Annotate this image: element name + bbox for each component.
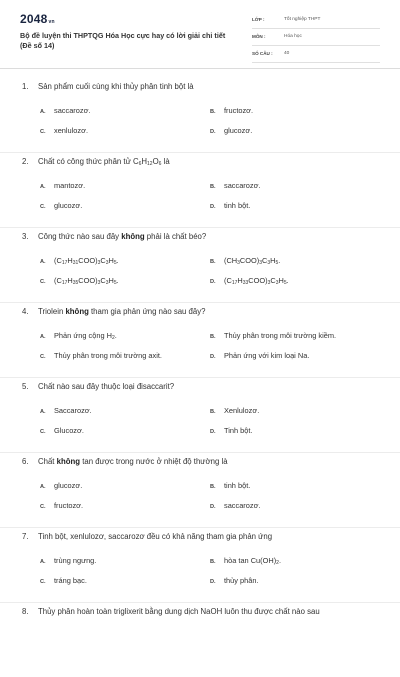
- option-letter: D.: [210, 579, 216, 585]
- meta-row-grade: [252, 14, 380, 29]
- option-letter: C.: [40, 579, 46, 585]
- option-letter: B.: [210, 334, 216, 340]
- option-letter: A.: [40, 109, 46, 115]
- option-text: tinh bột.: [224, 481, 251, 490]
- answer-option-b[interactable]: [210, 106, 253, 115]
- option-text: fructozơ.: [224, 106, 254, 115]
- question-list: [0, 78, 400, 677]
- meta-value: 40: [284, 51, 290, 56]
- option-letter: C.: [40, 204, 46, 210]
- option-formula: $(C_{17}H_{31}COO)_3C_3H_5$.: [54, 256, 119, 266]
- answer-option-b[interactable]: [210, 331, 336, 340]
- option-letter: B.: [210, 559, 216, 565]
- option-letter: D.: [210, 429, 216, 435]
- emphasis-not: không: [56, 457, 81, 466]
- question-stem: Chất nào sau đây thuộc loại đisaccarit?: [38, 382, 175, 391]
- question-text: [22, 607, 320, 616]
- answer-option-b[interactable]: B. hòa $\tan Cu(OH)_2$.: [210, 556, 282, 566]
- answer-option-d[interactable]: [210, 501, 260, 510]
- question-3: [0, 228, 400, 303]
- option-text: saccarozơ.: [54, 106, 91, 115]
- meta-row-count: [252, 48, 380, 63]
- question-stem-end: tham gia phản ứng nào sau đây?: [88, 307, 206, 316]
- answer-option-d[interactable]: [210, 201, 250, 210]
- meta-label: SỐ CÂU :: [252, 51, 273, 56]
- option-text: Xenlulozơ.: [224, 406, 260, 415]
- option-text: thủy phân.: [224, 576, 259, 585]
- question-text: [22, 232, 206, 241]
- site-logo[interactable]: [20, 12, 55, 26]
- answer-option-a[interactable]: [40, 256, 119, 265]
- option-text: glucozơ.: [54, 201, 83, 210]
- answer-option-a[interactable]: [40, 181, 85, 190]
- option-text: xenlulozơ.: [54, 126, 89, 135]
- option-text: mantozơ.: [54, 181, 86, 190]
- answer-option-d[interactable]: [210, 351, 309, 360]
- answer-option-c[interactable]: [40, 201, 82, 210]
- question-stem: Tinh bột, xenlulozơ, saccarozơ đều có khả năng tham gia phản ứng: [38, 532, 273, 541]
- option-text: Thủy phân trong môi trường axit.: [54, 351, 162, 360]
- logo-suffix: vn: [48, 19, 55, 25]
- header-divider: [0, 68, 400, 69]
- option-formula: $(C_{17}H_{35}COO)_3C_3H_5$.: [54, 276, 119, 286]
- answer-option-d[interactable]: [210, 276, 289, 285]
- option-letter: B.: [210, 109, 216, 115]
- answer-option-b[interactable]: [210, 256, 280, 265]
- question-1: [0, 78, 400, 153]
- answer-option-d[interactable]: [210, 576, 259, 585]
- answer-option-c[interactable]: [40, 276, 119, 285]
- option-letter: B.: [210, 184, 216, 190]
- question-stem-end: là: [161, 157, 170, 166]
- question-text: [22, 307, 205, 316]
- option-text: tráng bạc.: [54, 576, 87, 585]
- meta-label: MÔN :: [252, 34, 266, 39]
- option-letter: A.: [40, 259, 46, 265]
- logo-text: 2048: [20, 12, 48, 26]
- option-formula: $(C_{17}H_{33}COO)_3C_3H_5$.: [224, 276, 289, 286]
- answer-option-b[interactable]: [210, 406, 259, 415]
- option-letter: C.: [40, 354, 46, 360]
- meta-label: LỚP :: [252, 17, 265, 22]
- option-text: Glucozơ.: [54, 426, 84, 435]
- question-number: 3.: [22, 232, 29, 241]
- option-letter: B.: [210, 484, 216, 490]
- option-letter: D.: [210, 504, 216, 510]
- option-text: hòa tan Cu(OH): [224, 556, 277, 565]
- answer-option-c[interactable]: [40, 351, 162, 360]
- question-number: 8.: [22, 607, 29, 616]
- answer-option-c[interactable]: [40, 501, 83, 510]
- option-letter: C.: [40, 129, 46, 135]
- option-text: Phản ứng với kim loại Na.: [224, 351, 310, 360]
- option-text: Thủy phân trong môi trường kiềm.: [224, 331, 337, 340]
- option-letter: D.: [210, 129, 216, 135]
- option-letter: C.: [40, 279, 46, 285]
- question-8: [0, 603, 400, 677]
- option-text: glucozơ.: [224, 126, 253, 135]
- question-number: 6.: [22, 457, 29, 466]
- question-stem: Triolein: [38, 307, 66, 316]
- question-stem: Thủy phân hoàn toàn triglixerit bằng dung dịch NaOH luôn thu được chất nào sau: [38, 607, 320, 616]
- option-letter: D.: [210, 354, 216, 360]
- option-text: Saccarozơ.: [54, 406, 92, 415]
- answer-option-c[interactable]: [40, 126, 88, 135]
- option-letter: A.: [40, 484, 46, 490]
- question-text: [22, 82, 194, 91]
- answer-option-a[interactable]: [40, 481, 82, 490]
- question-stem: Sản phẩm cuối cùng khi thủy phân tinh bột là: [38, 82, 194, 91]
- question-text: [22, 382, 174, 391]
- answer-option-a[interactable]: [40, 406, 92, 415]
- question-2: [0, 153, 400, 228]
- option-letter: C.: [40, 429, 46, 435]
- answer-option-a[interactable]: [40, 556, 96, 565]
- answer-option-d[interactable]: [210, 126, 252, 135]
- emphasis-not: không: [65, 307, 89, 316]
- page-header: [0, 0, 400, 70]
- question-stem: Chất: [38, 457, 57, 466]
- question-text: [22, 457, 228, 466]
- question-stem-end: phải là chất béo?: [144, 232, 207, 241]
- answer-option-a[interactable]: [40, 106, 90, 115]
- option-letter: D.: [210, 279, 216, 285]
- option-letter: B.: [210, 409, 216, 415]
- question-text: 2. Chất có công thức phân tử $C_6H_{12}O_6$ là: [22, 157, 170, 167]
- option-formula: $(CH_3COO)_3C_3H_5$.: [224, 256, 281, 266]
- answer-option-c[interactable]: [40, 426, 84, 435]
- option-text: tinh bột.: [224, 201, 251, 210]
- option-text: glucozơ.: [54, 481, 83, 490]
- answer-option-b[interactable]: [210, 181, 260, 190]
- meta-value: Tốt nghiệp THPT: [284, 17, 321, 22]
- exam-meta: [252, 14, 380, 65]
- option-letter: A.: [40, 184, 46, 190]
- question-number: 4.: [22, 307, 29, 316]
- option-text: saccarozơ.: [224, 501, 261, 510]
- meta-value: Hóa học: [284, 34, 302, 39]
- question-number: 2.: [22, 157, 29, 166]
- option-letter: A.: [40, 559, 46, 565]
- question-4: [0, 303, 400, 378]
- exam-title: Bộ đề luyện thi THPTQG Hóa Học cực hay có lời giải chi tiết (Đề số 14): [20, 31, 226, 50]
- answer-option-c[interactable]: [40, 576, 87, 585]
- question-number: 7.: [22, 532, 29, 541]
- option-letter: B.: [210, 259, 216, 265]
- question-7: [0, 528, 400, 603]
- option-text: Phản ứng cộng H: [54, 331, 112, 340]
- option-letter: A.: [40, 409, 46, 415]
- option-letter: A.: [40, 334, 46, 340]
- option-text: Tinh bột.: [224, 426, 253, 435]
- option-letter: C.: [40, 504, 46, 510]
- option-text: saccarozơ.: [224, 181, 261, 190]
- question-6: [0, 453, 400, 528]
- question-stem-end: tan được trong nước ở nhiệt độ thường là: [80, 457, 228, 466]
- answer-option-a[interactable]: A. Phản ứng cộng $H_2$.: [40, 331, 117, 341]
- option-text: trùng ngưng.: [54, 556, 97, 565]
- meta-row-subject: [252, 31, 380, 46]
- question-stem: Chất có công thức phân tử C: [38, 157, 139, 166]
- question-number: 1.: [22, 82, 29, 91]
- question-stem: Công thức nào sau đây: [38, 232, 122, 241]
- option-letter: D.: [210, 204, 216, 210]
- question-5: [0, 378, 400, 453]
- emphasis-not: không: [121, 232, 145, 241]
- answer-option-b[interactable]: [210, 481, 250, 490]
- question-number: 5.: [22, 382, 29, 391]
- answer-option-d[interactable]: [210, 426, 252, 435]
- question-text: [22, 532, 272, 541]
- option-text: fructozơ.: [54, 501, 84, 510]
